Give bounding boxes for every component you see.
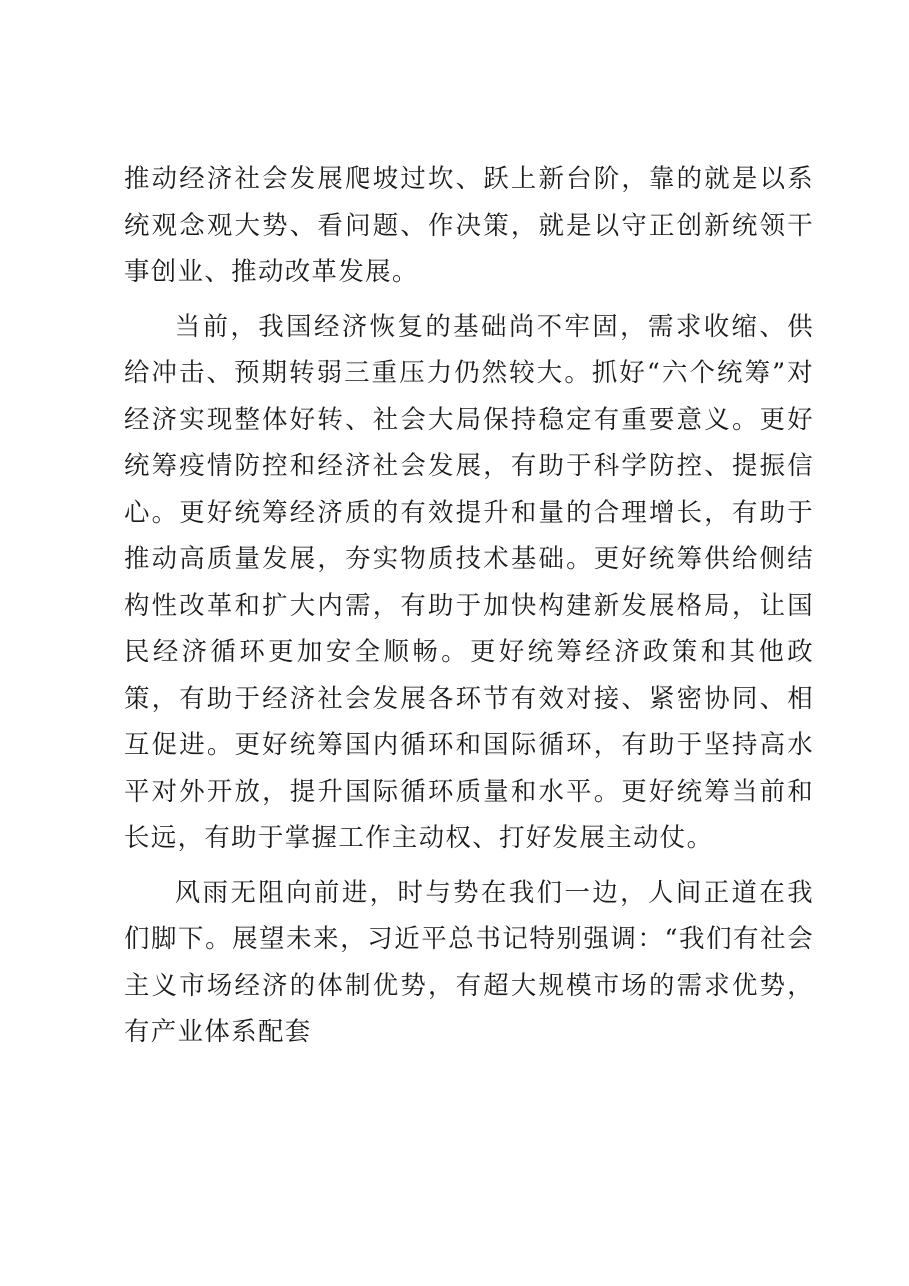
paragraph-3: 风雨无阻向前进，时与势在我们一边，人间正道在我们脚下。展望未来，习近平总书记特别强调：“我们有社会主义市场经济的体制优势，有超大规模市场的需求优势，有产业体系配套 bbox=[124, 876, 814, 1046]
paragraph-2: 当前，我国经济恢复的基础尚不牢固，需求收缩、供给冲击、预期转弱三重压力仍然较大。抓好“六个统筹”对经济实现整体好转、社会大局保持稳定有重要意义。更好统筹疫情防控和经济社会发展，有助于科学防控、提振信心。更好统筹经济质的有效提升和量的合理增长，有助于推动高质量发展，夯实物质技术基础。更好统筹供给侧结构性改革和扩大内需，有助于加快构建新发展格局，让国民经济循环更加安全顺畅。更好统筹经济政策和其他政策，有助于经济社会发展各环节有效对接、紧密协同、相互促进。更好统筹国内循环和国际循环，有助于坚持高水平对外开放，提升国际循环质量和水平。更好统筹当前和长远，有助于掌握工作主动权、打好发展主动仗。 bbox=[124, 310, 814, 852]
document-body bbox=[124, 155, 814, 1055]
paragraph-1: 推动经济社会发展爬坡过坎、跃上新台阶，靠的就是以系统观念观大势、看问题、作决策，就是以守正创新统领干事创业、推动改革发展。 bbox=[124, 163, 814, 286]
